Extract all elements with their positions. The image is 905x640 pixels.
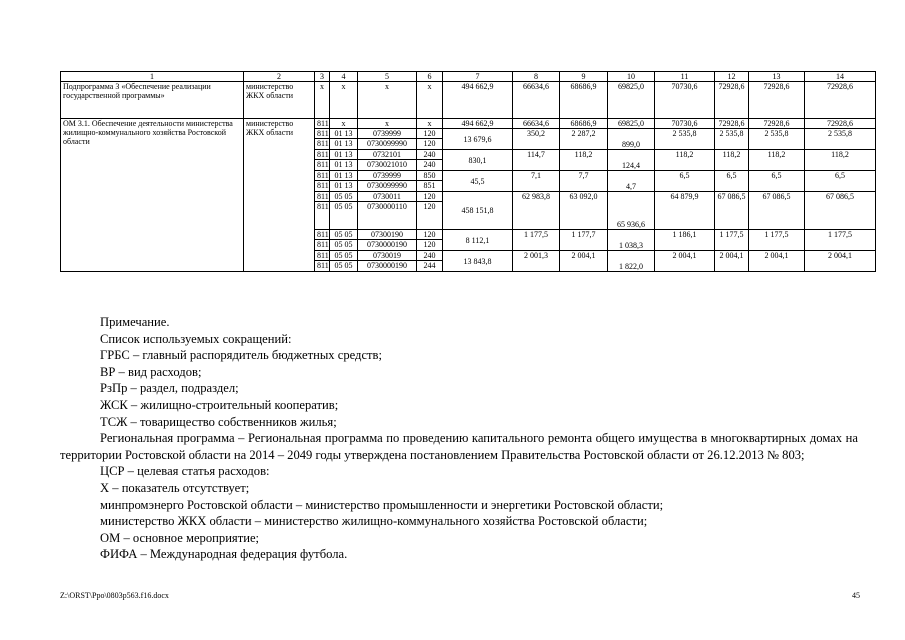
table-cell: 72928,6 bbox=[749, 119, 805, 129]
table-cell: 811 bbox=[315, 251, 330, 261]
table-cell: 68686,9 bbox=[560, 119, 608, 129]
table-cell: 811 bbox=[315, 171, 330, 181]
table-cell: 0739999 bbox=[358, 129, 417, 139]
table-cell: 851 bbox=[417, 181, 443, 192]
abbreviations-title: Список используемых сокращений: bbox=[100, 331, 292, 346]
table-cell: 120 bbox=[417, 240, 443, 251]
abbreviation-item: РзПр – раздел, подраздел; bbox=[100, 381, 239, 396]
table-cell: x bbox=[358, 82, 417, 119]
table-cell: 811 bbox=[315, 240, 330, 251]
table-cell: 350,2 bbox=[513, 129, 560, 150]
table-cell: 1 038,3 bbox=[608, 230, 655, 251]
table-cell: 0730000110 bbox=[358, 202, 417, 230]
table-cell: 72928,6 bbox=[805, 82, 876, 119]
abbreviation-item: министерство ЖКХ области – министерство жилищно-коммунального хозяйства Ростовской области; bbox=[100, 514, 648, 529]
total-cell: 830,1 bbox=[443, 150, 513, 171]
table-cell: 65 936,6 bbox=[608, 192, 655, 230]
table-cell: 811 bbox=[315, 230, 330, 240]
table-cell: 2 004,1 bbox=[715, 251, 749, 272]
table-cell: 240 bbox=[417, 150, 443, 160]
total-cell: 45,5 bbox=[443, 171, 513, 192]
budget-table bbox=[60, 71, 876, 272]
table-cell: 72928,6 bbox=[715, 119, 749, 129]
table-cell: 01 13 bbox=[330, 150, 358, 160]
table-cell: 240 bbox=[417, 160, 443, 171]
table-cell: 69825,0 bbox=[608, 119, 655, 129]
table-cell: 811 bbox=[315, 150, 330, 160]
column-header: 2 bbox=[244, 72, 315, 82]
table-cell: 2 535,8 bbox=[749, 129, 805, 150]
table-cell: 7,1 bbox=[513, 171, 560, 192]
table-cell: 0730011 bbox=[358, 192, 417, 202]
table-cell: 0730000190 bbox=[358, 240, 417, 251]
footer-file-path: Z:\ORST\Ppo\0803p563.f16.docx bbox=[60, 591, 169, 600]
table-cell: 120 bbox=[417, 192, 443, 202]
abbreviation-item: ЦСР – целевая статья расходов: bbox=[100, 464, 270, 479]
notes-heading: Примечание. bbox=[100, 315, 170, 329]
table-cell: 01 13 bbox=[330, 129, 358, 139]
table-cell: 64 879,9 bbox=[655, 192, 715, 230]
table-cell: 124,4 bbox=[608, 150, 655, 171]
table-cell: 1 177,5 bbox=[715, 230, 749, 251]
table-cell: x bbox=[330, 119, 358, 129]
table-cell: 68686,9 bbox=[560, 82, 608, 119]
table-cell: 05 05 bbox=[330, 251, 358, 261]
column-header: 13 bbox=[749, 72, 805, 82]
abbreviation-item: ТСЖ – товарищество собственников жилья; bbox=[100, 414, 337, 429]
table-cell: 0730000190 bbox=[358, 261, 417, 272]
column-header: 14 bbox=[805, 72, 876, 82]
table-cell: 66634,6 bbox=[513, 119, 560, 129]
column-header: 10 bbox=[608, 72, 655, 82]
abbreviation-item: ФИФА – Международная федерация футбола. bbox=[100, 547, 348, 562]
total-cell: 13 679,6 bbox=[443, 129, 513, 150]
regional-program-note: Региональная программа – Региональная программа по проведению капитального ремонта общего имущества в многоквартирных домах на территории Ростовской области на 2014 – 2049 годы утверждена постановлением Правительства Ростовской области от 26.12.2013 № 803; bbox=[60, 431, 858, 462]
table-cell: 70730,6 bbox=[655, 82, 715, 119]
abbreviation-item: ВР – вид расходов; bbox=[100, 364, 202, 379]
subprogram-name: Подпрограмма 3 «Обеспечение реализации государственной программы» bbox=[61, 82, 244, 119]
abbreviation-item: ОМ – основное мероприятие; bbox=[100, 530, 260, 545]
table-cell: 811 bbox=[315, 129, 330, 139]
column-header: 6 bbox=[417, 72, 443, 82]
column-header: 8 bbox=[513, 72, 560, 82]
grbs-cell: министерство ЖКХ области bbox=[244, 82, 315, 119]
table-cell: 05 05 bbox=[330, 240, 358, 251]
table-cell: 118,2 bbox=[655, 150, 715, 171]
table-cell: 850 bbox=[417, 171, 443, 181]
table-cell: 01 13 bbox=[330, 181, 358, 192]
column-header: 3 bbox=[315, 72, 330, 82]
total-cell: 8 112,1 bbox=[443, 230, 513, 251]
table-cell: 67 086,5 bbox=[715, 192, 749, 230]
table-cell: 70730,6 bbox=[655, 119, 715, 129]
table-cell: 0730099990 bbox=[358, 181, 417, 192]
om-row bbox=[61, 119, 876, 129]
table-cell: 6,5 bbox=[655, 171, 715, 192]
table-cell: 2 535,8 bbox=[655, 129, 715, 150]
table-cell: 0730021010 bbox=[358, 160, 417, 171]
table-cell: x bbox=[417, 82, 443, 119]
table-cell: 0730099990 bbox=[358, 139, 417, 150]
subprogram-row bbox=[61, 82, 876, 119]
table-cell: 2 004,1 bbox=[560, 251, 608, 272]
table-cell: 72928,6 bbox=[749, 82, 805, 119]
table-cell: 63 092,0 bbox=[560, 192, 608, 230]
total-cell: 13 843,8 bbox=[443, 251, 513, 272]
table-cell: 118,2 bbox=[715, 150, 749, 171]
table-cell: 0739999 bbox=[358, 171, 417, 181]
table-cell: 120 bbox=[417, 202, 443, 230]
total-cell: 458 151,8 bbox=[443, 192, 513, 230]
table-cell: 4,7 bbox=[608, 171, 655, 192]
column-header: 7 bbox=[443, 72, 513, 82]
table-cell: 120 bbox=[417, 230, 443, 240]
table-cell: 05 05 bbox=[330, 230, 358, 240]
table-cell: x bbox=[417, 119, 443, 129]
table-cell: 07300190 bbox=[358, 230, 417, 240]
total-cell: 494 662,9 bbox=[443, 82, 513, 119]
table-cell: 2 535,8 bbox=[715, 129, 749, 150]
table-cell: 0730019 bbox=[358, 251, 417, 261]
table-cell: 05 05 bbox=[330, 202, 358, 230]
table-cell: 1 186,1 bbox=[655, 230, 715, 251]
table-cell: 2 287,2 bbox=[560, 129, 608, 150]
table-cell: 118,2 bbox=[805, 150, 876, 171]
table-cell: 2 001,3 bbox=[513, 251, 560, 272]
table-cell: 240 bbox=[417, 251, 443, 261]
table-cell: 1 177,5 bbox=[513, 230, 560, 251]
table-cell: x bbox=[358, 119, 417, 129]
table-cell: 1 177,7 bbox=[560, 230, 608, 251]
table-cell: 72928,6 bbox=[805, 119, 876, 129]
table-cell: 05 05 bbox=[330, 261, 358, 272]
table-cell: 05 05 bbox=[330, 192, 358, 202]
table-cell: 899,0 bbox=[608, 129, 655, 150]
table-cell: 69825,0 bbox=[608, 82, 655, 119]
column-header: 11 bbox=[655, 72, 715, 82]
column-header: 5 bbox=[358, 72, 417, 82]
table-cell: 67 086,5 bbox=[805, 192, 876, 230]
table-cell: 72928,6 bbox=[715, 82, 749, 119]
table-cell: 244 bbox=[417, 261, 443, 272]
table-cell: x bbox=[315, 82, 330, 119]
table-cell: 2 535,8 bbox=[805, 129, 876, 150]
column-header: 12 bbox=[715, 72, 749, 82]
table-cell: 6,5 bbox=[715, 171, 749, 192]
grbs-cell: министерство ЖКХ области bbox=[244, 119, 315, 272]
abbreviation-item: Х – показатель отсутствует; bbox=[100, 480, 250, 495]
table-cell: x bbox=[330, 82, 358, 119]
table-cell: 2 004,1 bbox=[749, 251, 805, 272]
column-header: 4 bbox=[330, 72, 358, 82]
om-name: ОМ 3.1. Обеспечение деятельности министерства жилищно-коммунального хозяйства Ростовской области bbox=[61, 119, 244, 272]
table-cell: 62 983,8 bbox=[513, 192, 560, 230]
abbreviation-item: ГРБС – главный распорядитель бюджетных средств; bbox=[100, 348, 382, 363]
table-cell: 01 13 bbox=[330, 171, 358, 181]
table-cell: 1 177,5 bbox=[749, 230, 805, 251]
page-number: 45 bbox=[852, 591, 860, 600]
abbreviation-item: ЖСК – жилищно-строительный кооператив; bbox=[100, 397, 339, 412]
table-cell: 120 bbox=[417, 129, 443, 139]
table-cell: 811 bbox=[315, 139, 330, 150]
table-cell: 1 822,0 bbox=[608, 251, 655, 272]
table-cell: 811 bbox=[315, 202, 330, 230]
notes-section bbox=[60, 314, 858, 563]
table-cell: 811 bbox=[315, 192, 330, 202]
table-cell: 01 13 bbox=[330, 139, 358, 150]
table-cell: 0732101 bbox=[358, 150, 417, 160]
table-cell: 2 004,1 bbox=[805, 251, 876, 272]
table-cell: 1 177,5 bbox=[805, 230, 876, 251]
table-cell: 811 bbox=[315, 261, 330, 272]
column-header: 1 bbox=[61, 72, 244, 82]
table-cell: 01 13 bbox=[330, 160, 358, 171]
table-cell: 67 086,5 bbox=[749, 192, 805, 230]
table-cell: 7,7 bbox=[560, 171, 608, 192]
table-cell: 811 bbox=[315, 160, 330, 171]
table-cell: 120 bbox=[417, 139, 443, 150]
column-header: 9 bbox=[560, 72, 608, 82]
table-cell: 2 004,1 bbox=[655, 251, 715, 272]
table-cell: 6,5 bbox=[805, 171, 876, 192]
table-cell: 66634,6 bbox=[513, 82, 560, 119]
table-cell: 6,5 bbox=[749, 171, 805, 192]
table-cell: 118,2 bbox=[560, 150, 608, 171]
table-cell: 118,2 bbox=[749, 150, 805, 171]
table-cell: 811 bbox=[315, 119, 330, 129]
table-cell: 114,7 bbox=[513, 150, 560, 171]
table-cell: 811 bbox=[315, 181, 330, 192]
abbreviation-item: минпромэнерго Ростовской области – министерство промышленности и энергетики Ростовской области; bbox=[100, 497, 664, 512]
total-cell: 494 662,9 bbox=[443, 119, 513, 129]
table-header-row bbox=[61, 72, 876, 82]
